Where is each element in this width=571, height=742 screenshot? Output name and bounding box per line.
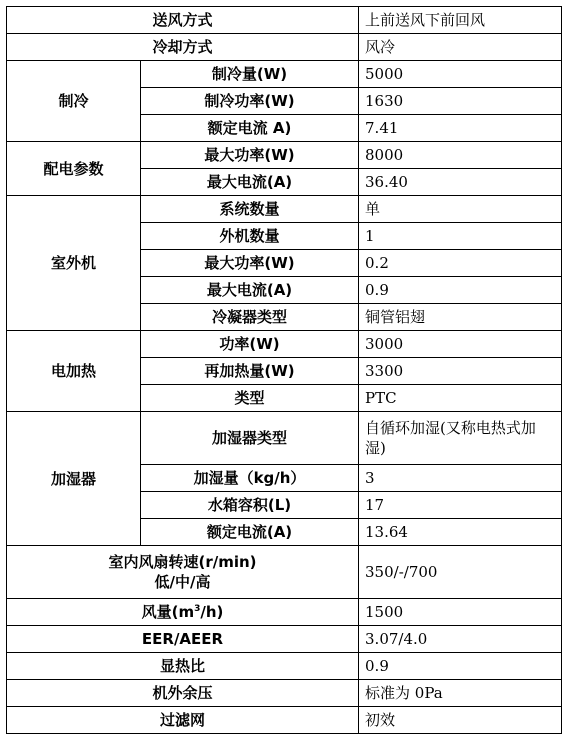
row-value-hum-tank: 17 (359, 492, 562, 519)
table-row (7, 626, 562, 653)
group-label-outdoor: 室外机 (7, 196, 141, 331)
row-value-eer: 3.07/4.0 (359, 626, 562, 653)
row-value-od-max-power: 0.2 (359, 250, 562, 277)
row-label-supply-mode: 送风方式 (7, 7, 359, 34)
fan-speed-label-line1: 室内风扇转速(r/min) (108, 553, 257, 571)
table-row (7, 34, 562, 61)
row-value-hum-amount: 3 (359, 465, 562, 492)
row-value-heater-power: 3000 (359, 331, 562, 358)
row-value-od-systems: 单 (359, 196, 562, 223)
row-label-od-max-current: 最大电流(A) (141, 277, 359, 304)
table-row (7, 7, 562, 34)
fan-speed-label-line2: 低/中/高 (154, 573, 211, 591)
row-label-od-condenser: 冷凝器类型 (141, 304, 359, 331)
row-value-cooling-current: 7.41 (359, 115, 562, 142)
row-label-cooling-power: 制冷功率(W) (141, 88, 359, 115)
airflow-label-post: /h) (200, 603, 224, 621)
row-value-shr: 0.9 (359, 653, 562, 680)
row-label-airflow (7, 599, 359, 626)
group-label-heater: 电加热 (7, 331, 141, 412)
row-value-esp: 标准为 0Pa (359, 680, 562, 707)
row-value-od-units: 1 (359, 223, 562, 250)
row-value-cooling-power: 1630 (359, 88, 562, 115)
table-row (7, 331, 562, 358)
row-label-filter: 过滤网 (7, 707, 359, 734)
table-row (7, 412, 562, 465)
row-value-fan-speed: 350/-/700 (359, 546, 562, 599)
row-value-heater-reheat: 3300 (359, 358, 562, 385)
row-label-od-units: 外机数量 (141, 223, 359, 250)
table-row (7, 61, 562, 88)
row-label-fan-speed (7, 546, 359, 599)
row-value-pd-max-current: 36.40 (359, 169, 562, 196)
row-label-cooling-current: 额定电流 A) (141, 115, 359, 142)
row-value-od-condenser: 铜管铝翅 (359, 304, 562, 331)
row-label-heater-type: 类型 (141, 385, 359, 412)
row-value-hum-type: 自循环加湿(又称电热式加湿) (359, 412, 562, 465)
table-row (7, 546, 562, 599)
table-row (7, 142, 562, 169)
table-row (7, 599, 562, 626)
row-label-esp: 机外余压 (7, 680, 359, 707)
row-label-eer: EER/AEER (7, 626, 359, 653)
row-label-shr: 显热比 (7, 653, 359, 680)
table-row (7, 196, 562, 223)
row-value-pd-max-power: 8000 (359, 142, 562, 169)
row-label-hum-current: 额定电流(A) (141, 519, 359, 546)
row-label-heater-power: 功率(W) (141, 331, 359, 358)
row-label-heater-reheat: 再加热量(W) (141, 358, 359, 385)
row-label-hum-amount: 加湿量（kg/h） (141, 465, 359, 492)
row-value-hum-current: 13.64 (359, 519, 562, 546)
row-value-od-max-current: 0.9 (359, 277, 562, 304)
row-label-hum-tank: 水箱容积(L) (141, 492, 359, 519)
airflow-label-pre: 风量(m (141, 603, 195, 621)
row-value-cooling-capacity: 5000 (359, 61, 562, 88)
row-label-od-max-power: 最大功率(W) (141, 250, 359, 277)
table-row (7, 707, 562, 734)
row-label-pd-max-current: 最大电流(A) (141, 169, 359, 196)
row-value-filter: 初效 (359, 707, 562, 734)
table-row (7, 680, 562, 707)
row-value-cooling-mode: 风冷 (359, 34, 562, 61)
airflow-label-sup: 3 (194, 604, 201, 614)
row-value-airflow: 1500 (359, 599, 562, 626)
row-label-cooling-capacity: 制冷量(W) (141, 61, 359, 88)
group-label-cooling: 制冷 (7, 61, 141, 142)
row-label-pd-max-power: 最大功率(W) (141, 142, 359, 169)
group-label-power-dist: 配电参数 (7, 142, 141, 196)
row-label-cooling-mode: 冷却方式 (7, 34, 359, 61)
group-label-humidifier: 加湿器 (7, 412, 141, 546)
row-label-hum-type: 加湿器类型 (141, 412, 359, 465)
row-value-heater-type: PTC (359, 385, 562, 412)
table-row (7, 653, 562, 680)
row-label-od-systems: 系统数量 (141, 196, 359, 223)
row-value-supply-mode: 上前送风下前回风 (359, 7, 562, 34)
spec-table (6, 6, 562, 734)
